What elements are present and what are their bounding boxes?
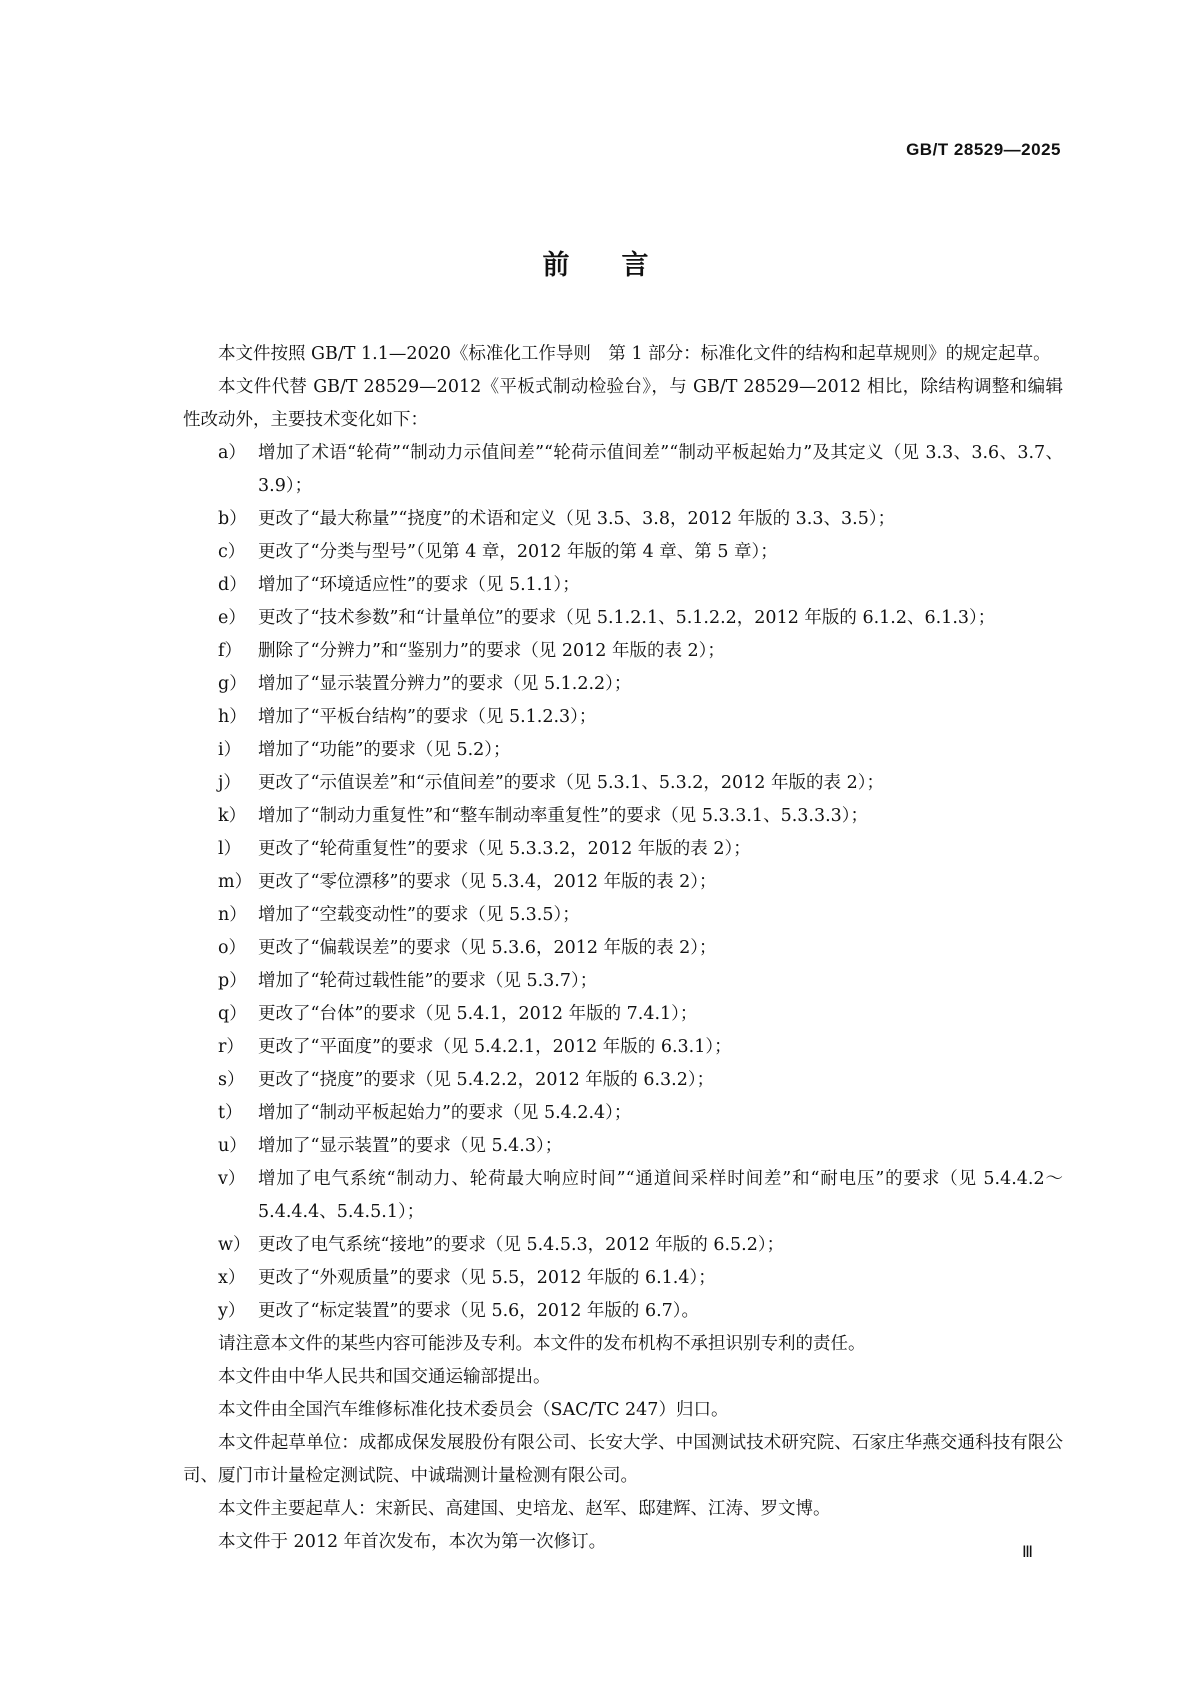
list-text: 增加了“轮荷过载性能”的要求（见 5.3.7）；	[258, 971, 598, 991]
list-text: 增加了电气系统“制动力、轮荷最大响应时间”“通道间采样时间差”和“耐电压”的要求（见 5.4.4.2～5.4.4.4、5.4.5.1）；	[258, 1169, 1063, 1222]
list-marker: f）	[218, 641, 242, 661]
list-marker: j）	[218, 773, 241, 793]
list-text: 增加了“显示装置”的要求（见 5.4.3）；	[258, 1136, 563, 1156]
list-text: 更改了“标定装置”的要求（见 5.6，2012 年版的 6.7）。	[258, 1301, 700, 1321]
list-item	[183, 668, 1063, 701]
list-marker: r）	[218, 1037, 244, 1057]
list-item	[183, 635, 1063, 668]
closing-paragraph: 本文件主要起草人：宋新民、高建国、史培龙、赵军、邸建辉、江涛、罗文博。	[218, 1499, 831, 1519]
list-item	[183, 1097, 1063, 1130]
closing-paragraph: 本文件于 2012 年首次发布，本次为第一次修订。	[218, 1532, 607, 1552]
list-item	[183, 1163, 1063, 1229]
list-item	[183, 1031, 1063, 1064]
list-text: 更改了“外观质量”的要求（见 5.5，2012 年版的 6.1.4）；	[258, 1268, 716, 1288]
list-marker: t）	[218, 1103, 243, 1123]
standard-code: GB/T 28529—2025	[906, 140, 1061, 159]
list-marker: g）	[218, 674, 247, 694]
list-item	[183, 1295, 1063, 1328]
document-body	[183, 338, 1063, 1559]
list-item	[183, 701, 1063, 734]
list-marker: w）	[218, 1235, 251, 1255]
list-marker: h）	[218, 707, 247, 727]
list-item	[183, 734, 1063, 767]
list-text: 更改了“技术参数”和“计量单位”的要求（见 5.1.2.1、5.1.2.2，2012 年版的 6.1.2、6.1.3）；	[258, 608, 996, 628]
list-marker: m）	[218, 872, 253, 892]
list-text: 更改了“偏载误差”的要求（见 5.3.6，2012 年版的表 2）；	[258, 938, 717, 958]
list-text: 增加了“显示装置分辨力”的要求（见 5.1.2.2）；	[258, 674, 632, 694]
list-marker: y）	[218, 1301, 246, 1321]
closing-paragraph: 本文件由全国汽车维修标准化技术委员会（SAC/TC 247）归口。	[218, 1400, 729, 1420]
list-marker: x）	[218, 1268, 246, 1288]
list-text: 更改了“分类与型号”（见第 4 章，2012 年版的第 4 章、第 5 章）；	[258, 542, 778, 562]
list-marker: l）	[218, 839, 242, 859]
list-marker: a）	[218, 443, 246, 463]
list-text: 更改了“台体”的要求（见 5.4.1，2012 年版的 7.4.1）；	[258, 1004, 698, 1024]
list-item	[183, 1130, 1063, 1163]
list-marker: n）	[218, 905, 247, 925]
list-text: 更改了电气系统“接地”的要求（见 5.4.5.3，2012 年版的 6.5.2）；	[258, 1235, 785, 1255]
list-marker: s）	[218, 1070, 245, 1090]
list-item	[183, 833, 1063, 866]
list-marker: c）	[218, 542, 246, 562]
list-text: 增加了“功能”的要求（见 5.2）；	[258, 740, 511, 760]
list-text: 增加了术语“轮荷”“制动力示值间差”“轮荷示值间差”“制动平板起始力”及其定义（见 3.3、3.6、3.7、3.9）；	[258, 443, 1063, 496]
list-marker: k）	[218, 806, 247, 826]
changes-list	[183, 437, 1063, 1328]
list-marker: u）	[218, 1136, 247, 1156]
closing-paragraph: 本文件起草单位：成都成保发展股份有限公司、长安大学、中国测试技术研究院、石家庄华燕交通科技有限公司、厦门市计量检定测试院、中诚瑞测计量检测有限公司。	[183, 1433, 1063, 1486]
list-item	[183, 800, 1063, 833]
list-text: 更改了“示值误差”和“示值间差”的要求（见 5.3.1、5.3.2，2012 年版的表 2）；	[258, 773, 884, 793]
list-marker: p）	[218, 971, 247, 991]
list-item	[183, 602, 1063, 635]
list-item	[183, 899, 1063, 932]
list-item	[183, 1229, 1063, 1262]
list-item	[183, 932, 1063, 965]
list-text: 更改了“平面度”的要求（见 5.4.2.1，2012 年版的 6.3.1）；	[258, 1037, 732, 1057]
page-title: 前言	[542, 250, 701, 281]
intro-paragraph: 本文件代替 GB/T 28529—2012《平板式制动检验台》，与 GB/T 28529—2012 相比，除结构调整和编辑性改动外，主要技术变化如下：	[183, 377, 1063, 430]
closing-paragraph: 请注意本文件的某些内容可能涉及专利。本文件的发布机构不承担识别专利的责任。	[218, 1334, 866, 1354]
list-text: 删除了“分辨力”和“鉴别力”的要求（见 2012 年版的表 2）；	[258, 641, 725, 661]
list-marker: q）	[218, 1004, 247, 1024]
list-item	[183, 536, 1063, 569]
list-item	[183, 1262, 1063, 1295]
list-text: 增加了“制动力重复性”和“整车制动率重复性”的要求（见 5.3.3.1、5.3.3.3）；	[258, 806, 869, 826]
list-item	[183, 998, 1063, 1031]
list-text: 增加了“平板台结构”的要求（见 5.1.2.3）；	[258, 707, 597, 727]
list-text: 更改了“零位漂移”的要求（见 5.3.4，2012 年版的表 2）；	[258, 872, 717, 892]
intro-paragraph: 本文件按照 GB/T 1.1—2020《标准化工作导则 第 1 部分：标准化文件的结构和起草规则》的规定起草。	[218, 344, 1051, 364]
list-marker: d）	[218, 575, 247, 595]
list-marker: e）	[218, 608, 246, 628]
list-item	[183, 437, 1063, 503]
list-text: 增加了“环境适应性”的要求（见 5.1.1）；	[258, 575, 580, 595]
list-marker: i）	[218, 740, 242, 760]
closing-paragraph: 本文件由中华人民共和国交通运输部提出。	[218, 1367, 551, 1387]
list-marker: o）	[218, 938, 247, 958]
list-text: 增加了“空载变动性”的要求（见 5.3.5）；	[258, 905, 580, 925]
list-marker: v）	[218, 1169, 246, 1189]
list-item	[183, 569, 1063, 602]
list-text: 增加了“制动平板起始力”的要求（见 5.4.2.4）；	[258, 1103, 632, 1123]
list-marker: b）	[218, 509, 247, 529]
list-item	[183, 767, 1063, 800]
list-item	[183, 503, 1063, 536]
list-item	[183, 965, 1063, 998]
list-text: 更改了“最大称量”“挠度”的术语和定义（见 3.5、3.8，2012 年版的 3.3、3.5）；	[258, 509, 896, 529]
list-item	[183, 866, 1063, 899]
list-text: 更改了“轮荷重复性”的要求（见 5.3.3.2，2012 年版的表 2）；	[258, 839, 751, 859]
list-text: 更改了“挠度”的要求（见 5.4.2.2，2012 年版的 6.3.2）；	[258, 1070, 715, 1090]
list-item	[183, 1064, 1063, 1097]
page-number: Ⅲ	[1021, 1542, 1033, 1561]
